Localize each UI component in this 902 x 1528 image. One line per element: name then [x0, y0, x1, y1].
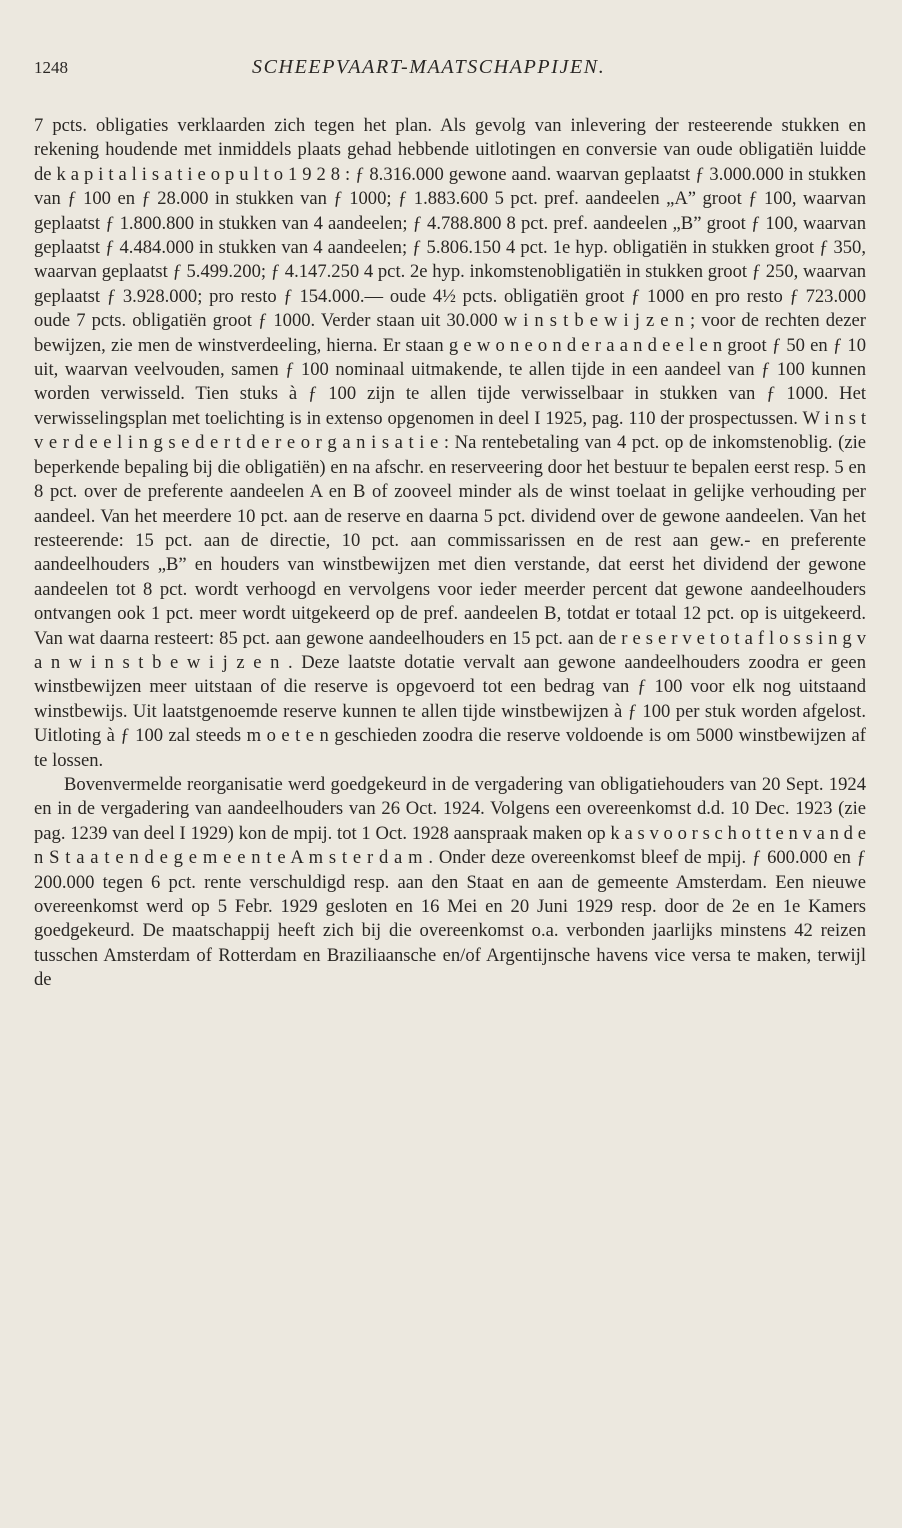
paragraph: 7 pcts. obligaties verklaarden zich tegen het plan. Als gevolg van inlevering der resteerende stukken en rekening houdende met inmiddels plaats gehad hebbende uitlotingen en conversie van oude obligatiën luidde de k a p i t a l i s a t i e o p u l t o 1 9 2 8 : ƒ 8.316.000 gewone aand. waarvan geplaatst ƒ 3.000.000 in stukken van ƒ 100 en ƒ 28.000 in stukken van ƒ 1000; ƒ 1.883.600 5 pct. pref. aandeelen „A” groot ƒ 100, waarvan geplaatst ƒ 1.800.800 in stukken van 4 aandeelen; ƒ 4.788.800 8 pct. pref. aandeelen „B” groot ƒ 100, waarvan geplaatst ƒ 4.484.000 in stukken van 4 aandeelen; ƒ 5.806.150 4 pct. 1e hyp. obligatiën in stukken groot ƒ 350, waarvan geplaatst ƒ 5.499.200; ƒ 4.147.250 4 pct. 2e hyp. inkomstenobligatiën in stukken groot ƒ 250, waarvan geplaatst ƒ 3.928.000; pro resto ƒ 154.000.— oude 4½ pcts. obligatiën groot ƒ 1000 en pro resto ƒ 723.000 oude 7 pcts. obligatiën groot ƒ 1000. Verder staan uit 30.000 w i n s t b e w i j z e n ; voor de rechten dezer bewijzen, zie men de winstverdeeling, hierna. Er staan g e w o n e o n d e r a a n d e e l e n groot ƒ 50 en ƒ 10 uit, waarvan veelvouden, samen ƒ 100 nominaal uitmakende, te allen tijde in een aandeel van ƒ 100 kunnen worden verwisseld. Tien stuks à ƒ 100 zijn te allen tijde verwisselbaar in stukken van ƒ 1000. Het verwisselingsplan met toelichting is in extenso opgenomen in deel I 1925, pag. 110 der prospectussen. W i n s t v e r d e e l i n g s e d e r t d e r e o r g a n i s a t i e : Na rentebetaling van 4 pct. op de inkomstenoblig. (zie beperkende bepaling bij die obligatiën) en na afschr. en reserveering door het bestuur te bepalen eerst resp. 5 en 8 pct. over de preferente aandeelen A en B of zooveel minder als de winst toelaat in gelijke verhouding per aandeel. Van het meerdere 10 pct. aan de reserve en daarna 5 pct. dividend over de gewone aandeelen. Van het resteerende: 15 pct. aan de directie, 10 pct. aan commissarissen en de rest aan gew.- en preferente aandeelhouders „B” en houders van winstbewijzen met dien verstande, dat eerst het dividend der gewone aandeelen tot 8 pct. wordt verhoogd en vervolgens voor ieder meerder percent dat gewone aandeelhouders ontvangen ook 1 pct. meer wordt uitgekeerd op de pref. aandeelen B, totdat er totaal 12 pct. op is uitgekeerd. Van wat daarna resteert: 85 pct. aan gewone aandeelhouders en 15 pct. aan de r e s e r v e t o t a f l o s s i n g v a n w i n s t b e w i j z e n . Deze laatste dotatie vervalt aan gewone aandeelhouders zoodra er geen winstbewijzen meer uitstaan of die reserve is opgevoerd tot een bedrag van ƒ 100 voor elk nog uitstaand winstbewijs. Uit laatstgenoemde reserve kunnen te allen tijde winstbewijzen à ƒ 100 per stuk worden afgelost. Uitloting à ƒ 100 zal steeds m o e t e n geschieden zoodra die reserve voldoende is om 5000 winstbewijzen af te lossen.: [34, 115, 866, 771]
body-text: [34, 114, 866, 993]
running-title: SCHEEPVAART-MAATSCHAPPIJEN.: [252, 56, 606, 78]
page-number: 1248: [34, 58, 68, 77]
running-head: [34, 54, 866, 82]
paragraph: Bovenvermelde reorganisatie werd goedgekeurd in de vergadering van obligatiehouders van 20 Sept. 1924 en in de vergadering van aandeelhouders van 26 Oct. 1924. Volgens een overeenkomst d.d. 10 Dec. 1923 (zie pag. 1239 van deel I 1929) kon de mpij. tot 1 Oct. 1928 aanspraak maken op k a s v o o r s c h o t t e n v a n d e n S t a a t e n d e g e m e e n t e A m s t e r d a m . Onder deze overeenkomst bleef de mpij. ƒ 600.000 en ƒ 200.000 tegen 6 pct. rente verschuldigd resp. aan den Staat en aan de gemeente Amsterdam. Een nieuwe overeenkomst werd op 5 Febr. 1929 gesloten en 16 Mei en 20 Juni 1929 resp. door de 2e en 1e Kamers goedgekeurd. De maatschappij heeft zich bij die overeenkomst o.a. verbonden jaarlijks minstens 42 reizen tusschen Amsterdam of Rotterdam en Braziliaansche en/of Argentijnsche havens vice versa te maken, terwijl de: [34, 773, 866, 991]
